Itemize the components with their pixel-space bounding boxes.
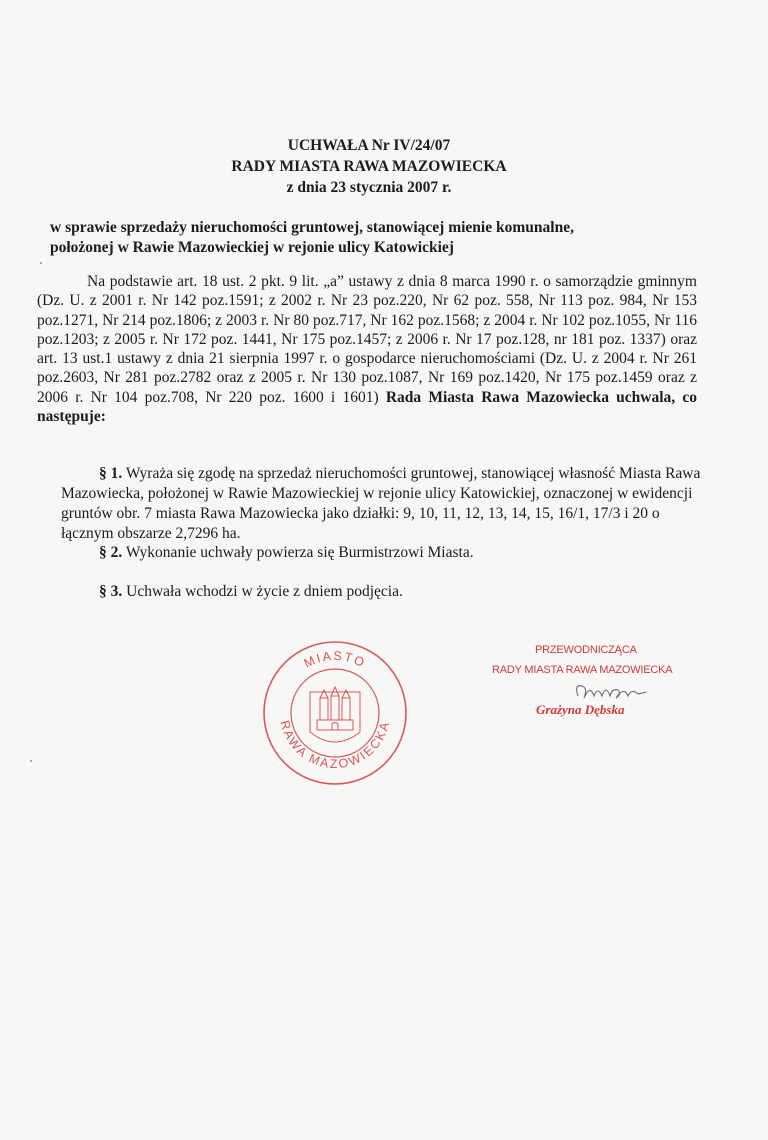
seal-top-text: MIASTO: [301, 648, 369, 671]
resolution-date: z dnia 23 stycznia 2007 r.: [286, 179, 452, 196]
section-3-label: § 3.: [99, 583, 123, 600]
seal-bottom-text: RAWA MAZOWIECKA: [277, 718, 393, 772]
svg-text:MIASTO: [302, 649, 369, 671]
preamble-text: Na podstawie art. 18 ust. 2 pkt. 9 lit. „a” ustawy z dnia 8 marca 1990 r. o samorządzie gminnym (Dz. U. z 2001 r. Nr 142 poz.1591; z 2002 r. Nr 23 poz.220, Nr 62 poz. 558, Nr 113 poz. 984, Nr 153 poz.1271, Nr 214 poz.1806; z 2003 r. Nr 80 poz.717, Nr 162 poz.1568; z 2004 r. Nr 102 poz.1055, Nr 116 poz.1203; z 2005 r. Nr 172 poz. 1441, Nr 175 poz.1457; z 2006 r. Nr 17 poz.128, nr 181 poz. 1337) oraz art. 13 ust.1 ustawy z dnia 21 sierpnia 1997 r. o gospodarce nieruchomościami (Dz. U. z 2004 r. Nr 261 poz.2603, Nr 281 poz.2782 oraz z 2005 r. Nr 130 poz.1087, Nr 169 poz.1420, Nr 175 poz.1459 oraz z 2006 r. Nr 104 poz.708, Nr 220 poz. 1600 i 1601): [37, 273, 697, 406]
chairperson-signature-block: [488, 640, 688, 730]
council-name: RADY MIASTA RAWA MAZOWIECKA: [231, 158, 507, 175]
subject-line-1: w sprawie sprzedaży nieruchomości gruntowej, stanowiącej mienie komunalne,: [50, 219, 574, 236]
legal-basis-preamble: [37, 272, 697, 426]
subject-line-2: położonej w Rawie Mazowieckiej w rejonie ulicy Katowickiej: [50, 239, 454, 256]
castle-crest-icon: [310, 687, 360, 742]
scan-speck: [40, 262, 42, 264]
section-3-text: Uchwała wchodzi w życie z dniem podjęcia.: [126, 583, 403, 600]
section-2: [99, 543, 474, 563]
signature-role-line-1: PRZEWODNICZĄCA: [535, 644, 637, 656]
signature-role-line-2: RADY MIASTA RAWA MAZOWIECKA: [492, 664, 673, 676]
resolution-subject: [50, 218, 730, 258]
scan-speck: [30, 760, 32, 762]
section-2-text: Wykonanie uchwały powierza się Burmistrzowi Miasta.: [125, 544, 474, 561]
section-3: [99, 582, 403, 602]
resolution-number: UCHWAŁA Nr IV/24/07: [287, 137, 451, 154]
svg-text:RAWA MAZOWIECKA: [278, 719, 393, 771]
section-1-label: § 1.: [99, 465, 123, 482]
section-1-text: Wyraża się zgodę na sprzedaż nieruchomości gruntowej, stanowiącej własność Miasta Rawa Mazowiecka, położonej w Rawie Mazowieckiej w rejonie ulicy Katowickiej, oznaczonej w ewidencji gruntów obr. 7 miasta Rawa Mazowiecka jako działki: 9, 10, 11, 12, 13, 14, 15, 16/1, 17/3 i 20 o łącznym obszarze 2,7296 ha.: [61, 465, 701, 542]
city-seal-stamp: [262, 640, 408, 786]
section-2-label: § 2.: [99, 544, 123, 561]
section-1: [61, 464, 711, 544]
preamble-closing: Rada Miasta Rawa Mazowiecka uchwala, co następuje:: [37, 388, 697, 426]
signatory-name: Grażyna Dębska: [536, 702, 625, 717]
